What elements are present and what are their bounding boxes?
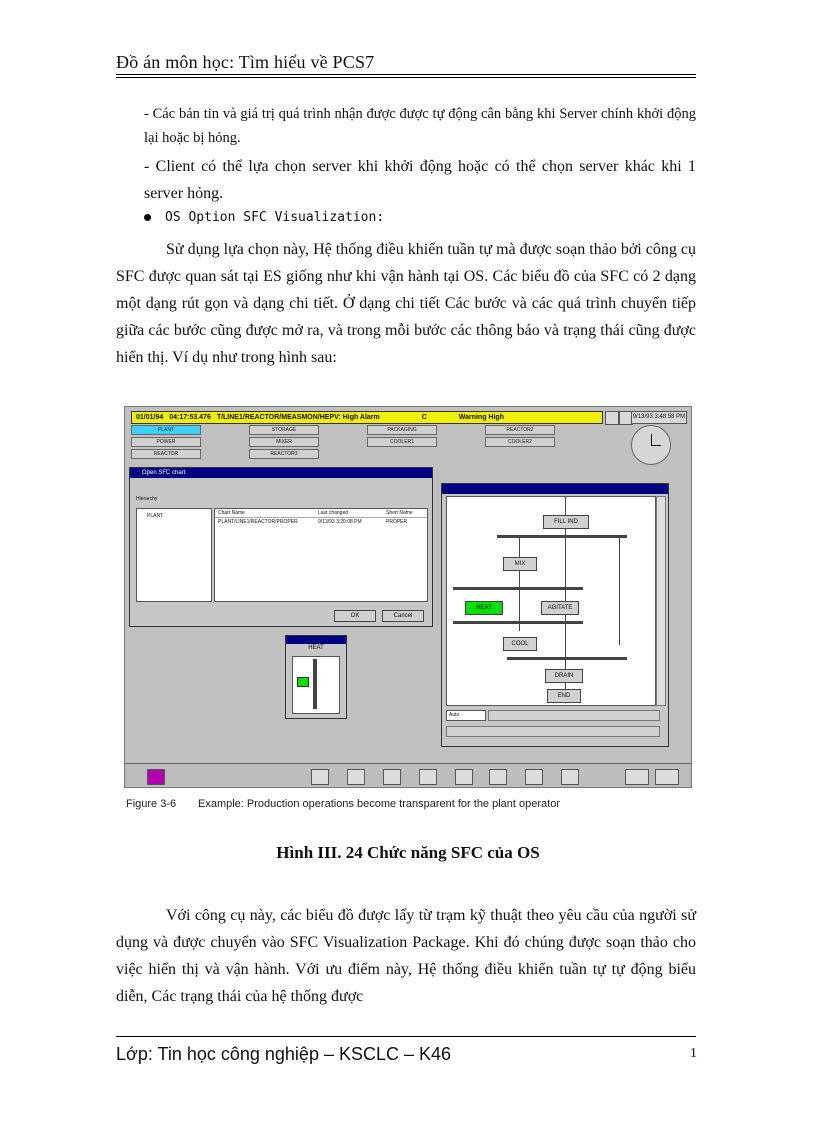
sfc-overview-window [285,635,347,719]
figure-text: Example: Production operations become transparent for the plant operator [198,798,560,810]
area-button[interactable]: COOLER2 [485,437,555,447]
keyboard-icon[interactable] [625,769,649,785]
sfc-branch [497,535,627,538]
os-taskbar [125,763,691,788]
figure-caption [126,798,560,810]
sfc-step[interactable]: END [547,689,581,703]
area-button[interactable]: REACTOR3 [249,449,319,459]
back-arrow-icon[interactable] [147,769,165,785]
alarm-tag: T/LINE1/REACTOR/MEASMON/HEPV: High Alarm [216,414,380,421]
sfc-step[interactable]: COOL [503,637,537,651]
sfc-title-bar [442,484,668,494]
paragraph-2: Với công cụ này, các biểu đồ được lấy từ trạm kỹ thuật theo yêu cầu của người sử dụng và được chuyển vào SFC Visualization Package. Khi đó chúng được soạn thảo cho việc hiển thị và vận hành. Với ưu điểm này, Hệ thống điều khiển tuần tự tự động biểu diễn, Các trạng thái của hệ thống được [116,907,696,1005]
tree-item[interactable]: PLANT [147,513,164,519]
open-sfc-chart-dialog [129,467,433,627]
figure-title: Hình III. 24 Chức năng SFC của OS [276,843,540,862]
sfc-step[interactable]: AGITATE [541,601,579,615]
sfc-link [619,535,620,645]
alarm-date: 01/01/94 [136,414,164,421]
bullet-text: OS Option SFC Visualization: [165,210,385,225]
area-button[interactable]: COOLER1 [367,437,437,447]
alarm-icon[interactable] [347,769,365,785]
page-number: 1 [690,1046,697,1061]
sfc-chart-window [441,483,669,747]
analog-clock-icon [631,425,671,465]
sfc-branch [453,621,583,624]
alarm-class: C [421,414,427,421]
sfc-branch [453,587,583,590]
monitor-icon[interactable] [525,769,543,785]
mini-step-label: HEAT [308,645,324,651]
area-button[interactable]: MIXER [249,437,319,447]
report-icon[interactable] [455,769,473,785]
dialog-hierarchy-label: Hierarchy [136,496,158,502]
page-header-title: Đồ án môn học: Tìm hiểu về PCS7 [116,52,375,72]
cancel-button[interactable]: Cancel [382,610,424,622]
zoom-select[interactable]: Auto [446,710,486,721]
ack-icon[interactable] [605,411,619,425]
paragraph-1: Sử dụng lựa chọn này, Hệ thống điều khiển tuần tự mà được soạn thảo bởi công cụ SFC được quan sát tại ES giống như khi vận hành tại OS. Các biểu đồ của SFC có 2 dạng một dạng rút gọn và dạng chi tiết. Ở dạng chi tiết Các bước và các quá trình chuyển tiếp giữa các bước cũng được mở ra, và trong mỗi bước các thông báo và trạng thái cũng được hiển thị. Ví dụ như trong hình sau: [116,241,696,366]
list-cell: 9/13/93 3:20:08 PM [318,519,362,525]
trend-icon[interactable] [383,769,401,785]
alarm-text: Warning High [458,414,504,421]
mini-title-bar [286,636,346,644]
intro-item-1: - Các bản tin và giá trị quá trình nhận được được tự động cân bằng khi Server chính khởi động lại hoặc bị hỏng. [144,106,696,146]
intro-item-2: - Client có thể lựa chọn server khi khởi động hoặc có thể chọn server khác khi 1 server hỏng. [144,158,696,202]
area-overview [131,425,621,467]
col-header: Last changed [318,510,349,516]
sfc-canvas [446,496,656,706]
sfc-step-active[interactable]: HEAT [465,601,503,615]
footer-class: Lớp: Tin học công nghiệp – KSCLC – K46 [116,1044,452,1064]
area-button[interactable]: STORAGE [249,425,319,435]
header-rule [116,74,696,75]
ok-button[interactable]: OK [334,610,376,622]
col-header: Short Name [386,510,413,516]
col-header: Chart Name [218,510,245,516]
clock-readout: 9/13/93 3:48:58 PM [631,411,687,424]
mini-canvas [292,656,340,714]
sfc-step[interactable]: MIX [503,557,537,571]
overview-icon[interactable] [311,769,329,785]
sfc-step[interactable]: FILL IND [543,515,589,529]
list-cell: PROPER [386,519,408,525]
area-button[interactable]: POWER [131,437,201,447]
area-button[interactable]: REACTOR2 [485,425,555,435]
bullet-item [144,210,384,225]
sfc-toolbar[interactable] [488,710,660,721]
alarm-line [131,411,603,424]
header-rule-2 [116,77,696,78]
figure-number: Figure 3-6 [126,798,177,810]
alarm-time: 04:17:53.476 [169,414,211,421]
area-button[interactable]: REACTOR [131,449,201,459]
area-button[interactable]: PACKAGING [367,425,437,435]
list-cell[interactable]: PLANT/LINE1/REACTOR/PROPER [218,519,298,525]
sfc-status-bar [446,726,660,737]
archive-icon[interactable] [489,769,507,785]
printer-icon[interactable] [419,769,437,785]
exit-icon[interactable] [561,769,579,785]
dialog-tree[interactable] [136,508,212,602]
chart-list[interactable] [214,508,428,602]
sfc-link [519,535,520,631]
sfc-scrollbar[interactable] [656,496,666,706]
dialog-title: Open SFC chart [130,468,432,478]
sfc-screenshot-figure [124,406,692,788]
pen-icon[interactable] [655,769,679,785]
footer-rule [116,1036,696,1037]
bullet-dot-icon [144,214,151,221]
sfc-branch [507,657,627,660]
sfc-step[interactable]: DRAIN [545,669,583,683]
area-button[interactable]: PLANT [131,425,201,435]
